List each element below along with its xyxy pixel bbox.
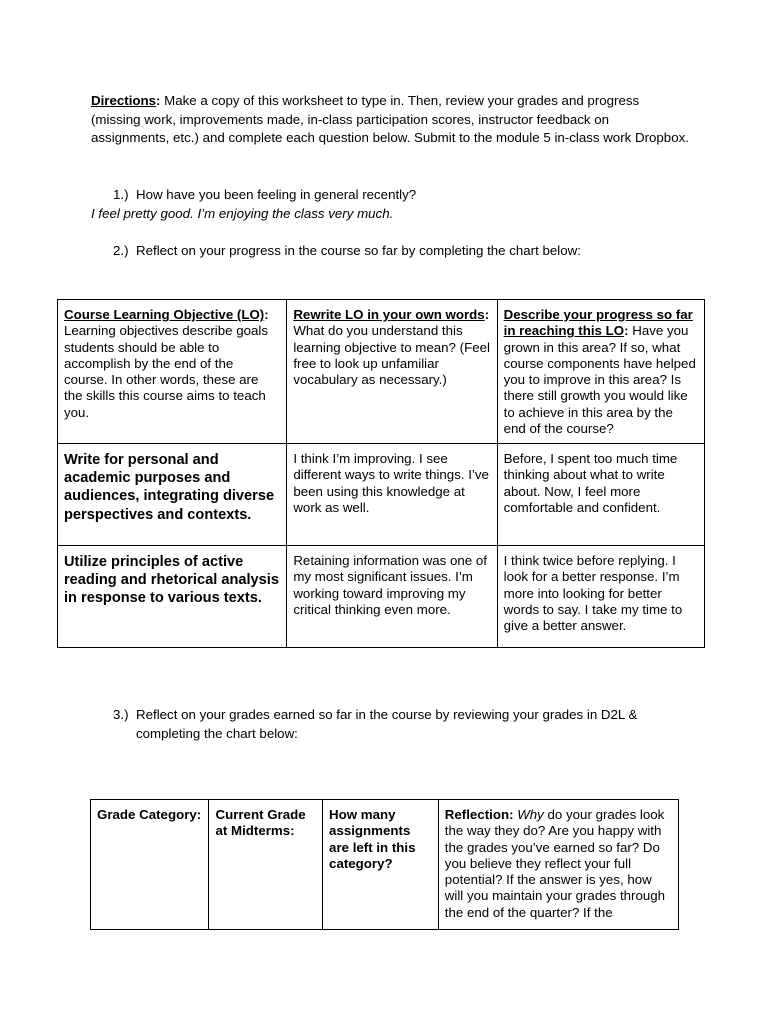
- header-lo-colon: :: [264, 307, 269, 322]
- reflection-italic: Why: [517, 807, 544, 822]
- rewrite-cell: I think I’m improving. I see different ways to write things. I’ve been using this knowledge at work as well.: [287, 444, 497, 546]
- reflection-text: do your grades look the way they do? Are you happy with the grades you’ve earned so far? Do you believe they reflect your full potential? If the answer is yes, how will you maintain your grades through the end of the quarter? If the: [444, 807, 666, 920]
- grades-table: [90, 799, 679, 930]
- rewrite-cell: Retaining information was one of my most significant issues. I’m working toward improving my critical thinking even more.: [287, 546, 497, 648]
- question-3-number: 3.): [113, 707, 129, 722]
- header-cell-rewrite: [287, 300, 497, 444]
- grades-header-row: [91, 800, 679, 930]
- question-1-number: 1.): [113, 187, 129, 202]
- objective-cell: Write for personal and academic purposes and audiences, integrating diverse perspectives and contexts.: [58, 444, 287, 546]
- table-row: [58, 444, 705, 546]
- header-rewrite-body: What do you understand this learning objective to mean? (Feel free to look up unfamiliar vocabulary as necessary.): [293, 323, 490, 388]
- header-assignments-left: How many assignments are left in this category?: [323, 800, 439, 930]
- progress-cell: Before, I spent too much time thinking about what to write about. Now, I feel more comfortable and confident.: [497, 444, 704, 546]
- header-progress-colon: :: [624, 323, 629, 339]
- header-progress-title: Describe your progress so far in reaching this LO: [503, 307, 693, 339]
- question-1: [113, 186, 673, 205]
- directions-text: Make a copy of this worksheet to type in. Then, review your grades and progress (missing work, improvements made, in-class participation scores, instructor feedback on assignments, etc.) and complete each question below. Submit to the module 5 in-class work Dropbox.: [91, 93, 689, 146]
- objective-cell: Utilize principles of active reading and rhetorical analysis in response to various texts.: [58, 546, 287, 648]
- question-3: [113, 706, 673, 743]
- header-rewrite-colon: :: [484, 307, 490, 322]
- reflection-label: Reflection:: [444, 807, 514, 822]
- header-reflection: [438, 800, 678, 930]
- header-lo-body: Learning objectives describe goals students should be able to accomplish by the end of the course. In other words, these are the skills this course aims to teach you.: [64, 323, 269, 420]
- header-progress-body: Have you grown in this area? If so, what course components have helped you to improve in this area? Is there still growth you would like to achieve in this area by the end of the course?: [503, 323, 696, 437]
- question-1-answer: I feel pretty good. I’m enjoying the class very much.: [91, 206, 394, 221]
- question-3-line-2: completing the chart below:: [136, 725, 298, 741]
- directions-colon: :: [156, 93, 161, 108]
- header-cell-progress: [497, 300, 704, 444]
- header-grade-category: Grade Category:: [91, 800, 209, 930]
- table-row: [58, 546, 705, 648]
- table-header-row: [58, 300, 705, 444]
- header-lo-title: Course Learning Objective (LO): [64, 307, 265, 322]
- question-2-number: 2.): [113, 243, 129, 258]
- question-1-text: How have you been feeling in general recently?: [136, 187, 417, 202]
- header-cell-lo: [58, 300, 287, 444]
- progress-cell: I think twice before replying. I look for a better response. I’m more into looking for better words to say. I take my time to give a better answer.: [497, 546, 704, 648]
- learning-objectives-table: [57, 299, 705, 648]
- header-rewrite-title: Rewrite LO in your own words: [293, 307, 485, 322]
- directions-paragraph: [91, 92, 691, 148]
- question-3-line-1: Reflect on your grades earned so far in the course by reviewing your grades in D2L &: [136, 707, 638, 722]
- question-2-text: Reflect on your progress in the course so far by completing the chart below:: [136, 243, 581, 258]
- question-2: [113, 242, 693, 261]
- header-current-grade: Current Grade at Midterms:: [209, 800, 323, 930]
- directions-label: Directions: [91, 93, 157, 108]
